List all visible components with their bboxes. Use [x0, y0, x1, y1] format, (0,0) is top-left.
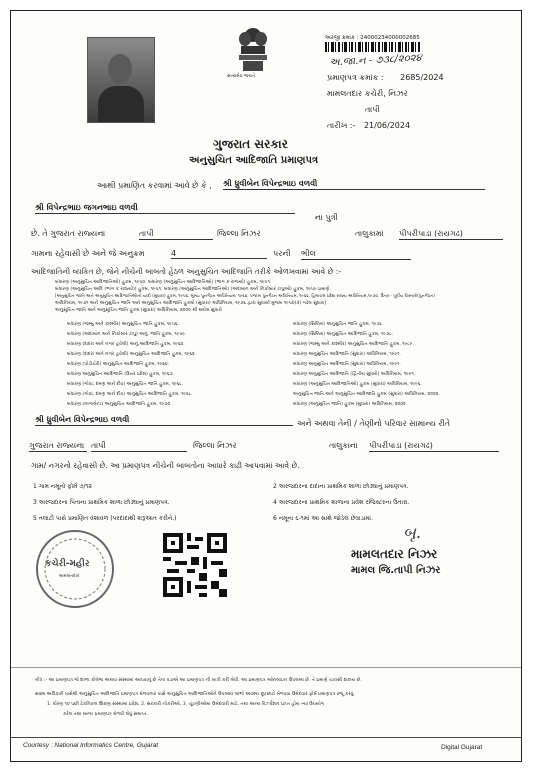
residence-prefix: છે. તે ગુજરાત રાજ્યના [31, 229, 106, 238]
order-line: અધિનિયમ, ૧૯૭૧ અને અનુસુચિત જાતિ અને અનુસુચિત આદિજાતિ હુકમો (સુધારા) અધિનિયમ, ૧૯૭૬ દ્વારા સુધાર્યા મુજબ ૧૯૫૦(4) ગઢેલ સુધારા] [55, 301, 327, 306]
order-line: બંધારણ (અનુસુચિત આદિજાતિઓ) હુકમ, ૧૯૫૦. બંધારણ (અનુસુચિત આદિજાતિઓ) (ભાગ ક રાજયો) હુકમ, ૧૯૫૧. [55, 280, 272, 285]
footer-note: કરેલ તથા માન્ય પ્રમાણપત્ર મેળવી લેવું સમાપ્ત. [63, 712, 148, 717]
basis-text: ગામ/ નગરનો રહેવાસી છે. આ પ્રમાણપત્ર નીચેની બાબતોના આધારે કાઢી આપવામાં આવે છે. [31, 461, 300, 470]
state-label: ગુજરાત રાજ્યના [29, 441, 87, 452]
order-left: બંધારણ (દાદરા અને નગર હવેલી) અનુ.આદિજાતિ હુકમ, ૧૯૬૨. [67, 342, 185, 347]
district-value-2: તાપી [91, 441, 187, 452]
order-left: બંધારણ (નાગાલેન્ડ) અનુસુચિત આદિજાતિ હુકમ, ૧૯૭૦. [67, 402, 172, 407]
tribe-name: ભીલ [301, 249, 411, 260]
order-left: બંધારણ (પોંડીચેરી) અનુસુચિત આદિજાતિ હુકમ, ૧૯૬૪. [67, 362, 170, 367]
handwritten-number: અ.જા.ન - ૭૩૮/૨૦૨૪ [328, 52, 423, 69]
district-value: તાપી [139, 229, 213, 240]
father-name: શ્રી વિપેન્દ્રભાઇ જગનભાઇ વળવી [35, 203, 295, 214]
order-left: બંધારણ (જમ્મુ અને કાશ્મીર) અનુસુચિત જાતિ હુકમ, ૧૯૫૬. [67, 322, 179, 327]
document-item: 1 ગામ નમૂનો ફોર્મ ૭/૧૨ [33, 483, 92, 490]
taluka-value-2: પીપરીપાડા (રાયગઢ) [369, 441, 499, 452]
office-seal-icon [33, 527, 117, 611]
govt-title: ગુજરાત સરકાર [213, 137, 288, 151]
order-left: બંધારણ (દાદરા અને નગર હવેલી) અનુસુચિત આદિજાતિ હુકમ, ૧૯૬૨. [67, 352, 197, 357]
certificate-number: પ્રમાણપત્ર ક્રમાંક : 2685/2024 [327, 73, 444, 82]
seal-text: કચેરી-મહીર [45, 559, 90, 569]
issue-date: તારીખ :- 21/06/2024 [327, 121, 411, 130]
order-right: બંધારણ (અનુસુચિત આદિજાતિઓ) હુકમ (સુધારા) અધિનિયમ, ૧૯૯૬. [293, 382, 422, 387]
taluka-value: પીપરીપાડા (રાયગઢ) [399, 229, 503, 240]
resident-name: શ્રી ધ્રુવીબેન વિપેન્દ્રભાઇ વળવી [35, 415, 293, 426]
order-left: બંધારણ (ગોવા, દમણ અને દીવ) અનુસુચિત જાતિ હુકમ, ૧૯૬૮. [67, 382, 184, 387]
digital-gujarat-text: Digital Gujarat [441, 744, 483, 751]
recognition-text: આદિજાતિની વ્યકિત છે, જેને નીચેની બાબતો હેઠળ અનુસુચિત આદિજાતિ તરીકે ઓળખવામાં આવે છે :- [31, 267, 342, 276]
order-right: બંધારણ (સિક્કિમ) અનુસુચિત આદિજાતિ હુકમ, ૧૯૭૮. [293, 332, 394, 337]
emblem-caption: સત્યમેવ જયતે [227, 74, 256, 79]
order-left: બંધારણ અનુસુચિત આદિજાતિ (ઉત્તર પ્રદેશ) હુકમ, ૧૯૬૭. [67, 372, 175, 377]
signatory-title: મામલતદાર નિઝર [351, 547, 438, 561]
district-label-2: જિલ્લા નિઝર [193, 441, 237, 450]
signature-scribble: બૃ. [403, 523, 421, 542]
district-label: જિલ્લા નિઝર [217, 229, 261, 238]
order-line: અનુસૂચિત જાતિ અને અનુસૂચિત જાતિ હુકમ (સુધારા) અધિનિયમ, ૨૦૦૨ થી થયેલ સુધારો [55, 308, 223, 313]
document-item: 6 નમૂના ૬-૧માં આ સાથે જોડેલ છેવાડામાં. [273, 515, 373, 522]
certificate-title: અનુસુચિત આદિજાતિ પ્રમાણપત્ર [189, 155, 319, 166]
relation-text: ના પુત્રી [315, 213, 338, 222]
document-item: 2 અરજદારના દાદાના પ્રાથમિક શાળા છોડ્યાનું પ્રમાણપત્ર. [273, 483, 409, 490]
applicant-name: શ્રી ધ્રુવીબેન વિપેન્દ્રભાઇ વળવી [223, 179, 485, 190]
family-text: અને અથવા તેની / તેણીનો પરિવાર સામાન્ય રીતે [297, 419, 451, 428]
application-number: અરજી ક્રમાંક : 24000234000002685 [325, 35, 420, 41]
seal-subtext: મામલતદાર [59, 574, 80, 579]
order-left: બંધારણ (ગોવા, દમણ અને દીવ) અનુસુચિત આદિજાતિ હુકમ, ૧૯૬૮. [67, 392, 193, 397]
serial-para: પરની [273, 249, 291, 258]
document-item: 3 અરજદારના પિતાના પ્રાથમિક શાળા છોડ્યાનું પ્રમાણપત્ર. [33, 499, 170, 506]
signatory-place: મામલ જિ.તાપી નિઝર [351, 565, 441, 576]
order-line: બંધારણ (અનુસુચિત આદિ (ભાગ ક રાજ્યો)) હુકમ, ૧૯૫૧. બંધારણ (અનુસુચિત આદિજાતિઓ) (અંદામાન અને નિકોબાર ટાપુઓ) હુકમ, ૧૯૫૯ પ્રમાણે. [55, 287, 331, 292]
barcode-icon [325, 42, 421, 52]
order-right: બંધારણ (સિક્કિમ) અનુસુચિત જાતિ હુકમ, ૧૯૭૮. [293, 322, 384, 327]
taluka-label-2: તાલુકાના [329, 441, 358, 450]
applicant-photo [87, 37, 155, 123]
certificate-page [10, 10, 522, 762]
document-item: 4 અરજદારના પ્રાથમિક શાળાના પ્રવેશ રજિસ્ટરના ઉતારા. [273, 499, 410, 506]
issuing-office: મામલતદાર કચેરી, નિઝર [327, 89, 408, 98]
office-district: તાપી [365, 105, 380, 114]
order-right: બંધારણ અનુસુચિત આદિજાતિ (સુધારા) અધિનિયમ, ૧૯૯૧. [293, 362, 401, 367]
serial-number: 4 [171, 249, 267, 259]
order-right: બંધારણ અનુસુચિત આદિજાતિ (સુધારા) અધિનિયમ, ૧૯૯૧. [293, 352, 401, 357]
footer-note: 1. ધોરણ ૧૦ પછી ટેકનિકલ શિક્ષણ સંસ્થામાં પ્રવેશ, 2. સરકારી નોકરીઓ, 3. ચૂંટણીઓમાં ઉમેદવારી માટે, તથા અન્ય રિઝર્વેશન પ્રાપ્ત હોય ત્યાં ઉપયોગ [47, 702, 325, 707]
courtesy-text: Courtesy : National Informatics Centre, Gujarat [23, 742, 159, 749]
certify-label: આથી પ્રમાણિત કરવામાં આવે છે કે , [97, 181, 212, 190]
serial-prefix: ગામના રહેવાસી છે અને જે અનુક્રમ [31, 249, 145, 258]
document-item: 5 તલાટી પાસે પ્રમાણિત વંશાવળ (પરદાદાથી શરૂઆત કરીને.) [33, 515, 177, 522]
order-left: બંધારણ (અંદામાન અને નિકોબાર ટાપુ) અનુ. જાતિ હુકમ, ૧૯૫૯. [67, 332, 187, 337]
order-right: અનુસુચિત જાતિ અને અનુસુચિત આદિજાતિ હુકમ (સુધારા) અધિનિયમ, ૨૦૦૨. [293, 392, 440, 397]
footer-note: નોંધ :- આ પ્રમાણપત્ર જે શાળા કોલેજ અથવા સંસ્થામાં આપવાનું છે તેના વડાએ આ પ્રમાણપત્ર ની ખાત્રી કરી લેવી. આ પ્રમાણપત્ર ઓનલાઇન ઉપલબ્ધ છે. તે પ્રમાણે ચકાસી શકાય છે. [35, 678, 362, 683]
order-right: બંધારણ અનુસુચિત આદિજાતિ (દ્વિતીય સુધારો) અધિનિયમ, ૧૯૯૧. [293, 372, 416, 377]
qr-code-icon [163, 533, 227, 597]
footer-note: સક્ષમ અધિકારી પાસેથી અનુસુચિત આદિજાતિ પ્રમાણપત્ર મેળવનાર પાસે અનુસુચિત આદિજાતિઓને ઉપલબ્ધ લાભો અવશ્ય છૂટછાટો મેળવવા ઉમેદવાર ફોર્મ પ્રમાણપત્ર રજૂ કરવું. [35, 692, 355, 697]
order-line: [અનુસુચિત જાતિ અને અનુસુચિત આદિજાતિઓની યાદી (સુધારા) હુકમ, ૧૯૫૬, મુંબઇ પુનર્ગઠન અધિનિયમ, ૧૯૬૦, પંજાબ પુનર્ગઠન અધિનિયમ, ૧૯૬૬, હિમાચલ પ્રદેશ રાજ્ય અધિનિયમ,૧૯૭૦, ઉત્તર - પૂર્વીય વિસ્તારો(પુનર્ગઠન) [55, 293, 435, 298]
order-right: બંધારણ (જમ્મુ અને કાશ્મીર) અનુસુચિત આદિજાતિ હુકમ, ૧૯૮૯. [293, 342, 414, 347]
taluka-label: તાલુકામાં [355, 229, 384, 238]
order-right: બંધારણ (અનુસુચિત જાતિ) હુકમ (સુધારા) અધિનિયમ, ૨૦૦૨. [293, 402, 408, 407]
